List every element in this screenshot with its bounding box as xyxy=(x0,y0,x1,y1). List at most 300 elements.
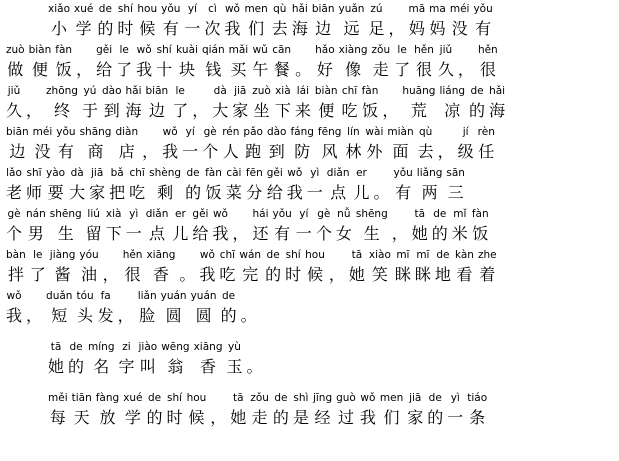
character-unit xyxy=(204,2,220,41)
pinyin-annotation: fēng xyxy=(317,126,342,138)
chinese-character: 餐 xyxy=(273,60,290,79)
pinyin-annotation: hou xyxy=(186,392,207,404)
chinese-character: 圆 xyxy=(165,306,182,325)
punctuation-unit xyxy=(373,166,389,205)
pinyin-annotation: tā xyxy=(351,249,363,261)
character-unit xyxy=(412,207,428,246)
pinyin-annotation: hěn xyxy=(477,44,498,56)
pinyin-annotation: hái xyxy=(252,208,269,220)
chinese-character: 次 xyxy=(204,19,221,38)
character-unit xyxy=(6,248,26,287)
pinyin-annotation: wēng xyxy=(161,341,190,353)
chinese-character: 便 xyxy=(318,101,335,120)
character-unit xyxy=(327,166,350,205)
character-unit xyxy=(162,125,178,164)
character-unit xyxy=(409,2,426,41)
pinyin-annotation: rén xyxy=(222,126,240,138)
chinese-character: 完 xyxy=(242,265,259,284)
pinyin-annotation: xué xyxy=(123,392,143,404)
chinese-character: 看 xyxy=(456,265,473,284)
character-unit xyxy=(30,248,46,287)
chinese-character: 她 xyxy=(230,408,247,427)
character-unit xyxy=(212,207,228,246)
chinese-character: 给 xyxy=(192,224,209,243)
pinyin-annotation: tā xyxy=(233,392,244,404)
character-unit xyxy=(362,84,379,123)
character-unit xyxy=(89,166,105,205)
pinyin-annotation: chī xyxy=(129,167,145,179)
chinese-character: ， xyxy=(388,19,405,38)
chinese-character: 边 xyxy=(148,101,165,120)
chinese-character: 吃 xyxy=(219,265,236,284)
pinyin-annotation: qù xyxy=(418,126,433,138)
character-unit xyxy=(202,43,225,82)
character-unit xyxy=(467,391,487,430)
character-unit xyxy=(230,391,246,430)
character-unit xyxy=(356,207,388,246)
pinyin-annotation: rèn xyxy=(477,126,495,138)
character-unit xyxy=(126,207,142,246)
character-unit xyxy=(232,84,248,123)
pinyin-annotation: gè xyxy=(7,208,21,220)
pinyin-annotation: diàn xyxy=(115,126,139,138)
chinese-character: 家 xyxy=(407,408,424,427)
character-unit xyxy=(472,207,489,246)
pinyin-annotation: mā xyxy=(408,3,426,15)
character-unit xyxy=(48,391,68,430)
text-line xyxy=(0,123,619,164)
chinese-character: 的 xyxy=(146,408,163,427)
chinese-character: 午 xyxy=(252,60,269,79)
pinyin-annotation: dà xyxy=(70,167,84,179)
chinese-character: 。 xyxy=(240,306,257,325)
chinese-character: 的 xyxy=(265,265,282,284)
character-unit xyxy=(146,207,169,246)
character-unit xyxy=(305,248,325,287)
character-unit xyxy=(450,2,470,41)
chinese-character: 大 xyxy=(69,183,86,202)
chinese-character: 很 xyxy=(124,265,141,284)
paragraph xyxy=(0,338,619,379)
character-unit xyxy=(295,84,311,123)
pinyin-annotation: shí xyxy=(117,3,133,15)
chinese-character: 便 xyxy=(31,60,48,79)
chinese-character: 来 xyxy=(294,101,311,120)
character-unit xyxy=(318,125,341,164)
pinyin-annotation: cài xyxy=(226,167,242,179)
pinyin-annotation: wǒ xyxy=(6,290,22,302)
chinese-character: 还 xyxy=(252,224,269,243)
chinese-character: 有 xyxy=(475,19,492,38)
chinese-character: 妈 xyxy=(408,19,425,38)
pinyin-annotation: lǎo xyxy=(6,167,22,179)
character-unit xyxy=(469,84,485,123)
character-unit xyxy=(339,43,368,82)
pinyin-annotation: yuán xyxy=(190,290,217,302)
character-unit xyxy=(48,2,70,41)
pinyin-annotation: yǒu xyxy=(272,208,292,220)
pinyin-annotation: yí xyxy=(299,208,309,220)
chinese-character: 店 xyxy=(118,142,135,161)
chinese-character: 下 xyxy=(105,224,122,243)
character-unit xyxy=(139,340,158,379)
text-line xyxy=(0,41,619,82)
punctuation-unit xyxy=(76,43,92,82)
chinese-character: 饭 xyxy=(472,224,489,243)
chinese-character: 候 xyxy=(139,19,156,38)
character-unit xyxy=(50,207,82,246)
character-unit xyxy=(336,207,352,246)
chinese-character: 了 xyxy=(29,265,46,284)
chinese-character: 家 xyxy=(232,101,249,120)
chinese-character: 于 xyxy=(81,101,98,120)
pinyin-annotation: de xyxy=(222,290,236,302)
pinyin-annotation: wǒ xyxy=(136,44,152,56)
character-unit xyxy=(109,166,125,205)
character-unit xyxy=(6,166,22,205)
chinese-character: 放 xyxy=(99,408,116,427)
pinyin-annotation: shī xyxy=(26,167,42,179)
character-unit xyxy=(458,125,474,164)
character-unit xyxy=(395,248,411,287)
character-unit xyxy=(146,248,175,287)
character-unit xyxy=(273,207,292,246)
punctuation-unit xyxy=(458,43,474,82)
pinyin-annotation: wǒ xyxy=(212,208,228,220)
character-unit xyxy=(439,84,465,123)
character-unit xyxy=(205,166,222,205)
chinese-character: 防 xyxy=(294,142,311,161)
pinyin-annotation: hǎi xyxy=(125,85,142,97)
pinyin-annotation: gè xyxy=(203,126,217,138)
pinyin-annotation: wǒ xyxy=(224,3,240,15)
pinyin-annotation: jiā xyxy=(234,85,247,97)
punctuation-unit xyxy=(26,84,42,123)
chinese-character: 油 xyxy=(81,265,98,284)
chinese-character: 。 xyxy=(246,357,263,376)
character-unit xyxy=(312,2,335,41)
pinyin-annotation: xiāng xyxy=(193,341,223,353)
chinese-character: 钱 xyxy=(205,60,222,79)
chinese-character: 发 xyxy=(97,306,114,325)
pinyin-annotation: men xyxy=(244,3,268,15)
chinese-character: 留 xyxy=(85,224,102,243)
character-unit xyxy=(26,207,46,246)
chinese-character: 我 xyxy=(224,19,241,38)
punctuation-unit xyxy=(438,125,454,164)
chinese-character: 足 xyxy=(368,19,385,38)
pinyin-annotation: de xyxy=(274,392,288,404)
pinyin-annotation: zhōng xyxy=(46,85,78,97)
character-unit xyxy=(293,391,309,430)
chinese-character: 面 xyxy=(392,142,409,161)
chinese-character: 时 xyxy=(166,408,183,427)
character-unit xyxy=(46,84,78,123)
character-unit xyxy=(229,43,249,82)
character-unit xyxy=(394,166,413,205)
pinyin-annotation: er xyxy=(175,208,186,220)
pinyin-annotation: zuò xyxy=(6,44,25,56)
pinyin-annotation: xiāng xyxy=(146,249,176,261)
pinyin-annotation: měi xyxy=(48,392,68,404)
chinese-character: 师 xyxy=(26,183,43,202)
character-unit xyxy=(6,289,22,328)
character-unit xyxy=(136,43,152,82)
chinese-character: 了 xyxy=(394,60,411,79)
chinese-character: 没 xyxy=(451,19,468,38)
character-unit xyxy=(272,2,288,41)
character-unit xyxy=(339,2,365,41)
chinese-character: 跑 xyxy=(245,142,262,161)
character-unit xyxy=(147,391,163,430)
text-line xyxy=(0,389,619,430)
chinese-character: 菜 xyxy=(225,183,242,202)
pinyin-annotation: hěn xyxy=(122,249,143,261)
character-unit xyxy=(380,391,403,430)
chinese-character: 了 xyxy=(172,101,189,120)
chinese-character: 两 xyxy=(421,183,438,202)
pinyin-annotation: le xyxy=(175,85,185,97)
punctuation-unit xyxy=(192,84,208,123)
pinyin-annotation: yào xyxy=(46,167,66,179)
character-unit xyxy=(372,43,391,82)
pinyin-annotation: miàn xyxy=(387,126,414,138)
chinese-character: 叫 xyxy=(139,357,156,376)
pinyin-annotation: de xyxy=(470,85,484,97)
character-unit xyxy=(68,340,84,379)
chinese-character: 任 xyxy=(478,142,495,161)
character-unit xyxy=(473,2,492,41)
chinese-character: 边 xyxy=(315,19,332,38)
chinese-character: 饭 xyxy=(205,183,222,202)
chinese-character: ， xyxy=(76,60,93,79)
chinese-character: 给 xyxy=(266,183,283,202)
character-unit xyxy=(313,391,332,430)
character-unit xyxy=(202,125,218,164)
chinese-character: 风 xyxy=(321,142,338,161)
chinese-character: 生 xyxy=(363,224,380,243)
pinyin-annotation: qián xyxy=(201,44,225,56)
chinese-character: 有 xyxy=(274,224,291,243)
pinyin-annotation: wǒ xyxy=(287,167,303,179)
chinese-character: 候 xyxy=(188,408,205,427)
pinyin-annotation: shèng xyxy=(149,167,182,179)
chinese-character: 边 xyxy=(9,142,26,161)
chinese-character: 天 xyxy=(73,408,90,427)
character-unit xyxy=(194,340,223,379)
character-unit xyxy=(76,289,93,328)
character-unit xyxy=(252,84,271,123)
pinyin-annotation: kuài xyxy=(176,44,198,56)
chinese-character: ， xyxy=(437,142,454,161)
chinese-character: 一 xyxy=(182,142,199,161)
character-unit xyxy=(137,2,157,41)
character-unit xyxy=(489,84,505,123)
character-unit xyxy=(161,289,187,328)
pinyin-annotation: yǒu xyxy=(473,3,493,15)
chinese-character: 海 xyxy=(125,101,142,120)
chinese-character: 我 xyxy=(136,60,153,79)
chinese-character: 笑 xyxy=(371,265,388,284)
pinyin-annotation: jiǔ xyxy=(439,44,453,56)
chinese-character: ， xyxy=(192,101,209,120)
chinese-character: 要 xyxy=(47,183,64,202)
pinyin-annotation: zi xyxy=(122,341,131,353)
character-unit xyxy=(345,125,361,164)
character-unit xyxy=(226,166,242,205)
pinyin-annotation: hěn xyxy=(414,44,434,56)
chinese-character: 时 xyxy=(117,19,134,38)
pinyin-annotation: biān xyxy=(145,85,169,97)
chinese-character: 字 xyxy=(118,357,135,376)
chinese-character: 的 xyxy=(431,224,448,243)
character-unit xyxy=(172,84,188,123)
punctuation-unit xyxy=(232,207,248,246)
chinese-character: 她 xyxy=(348,265,365,284)
text-line xyxy=(0,0,619,41)
chinese-character: 每 xyxy=(49,408,66,427)
chinese-character: 下 xyxy=(274,101,291,120)
pinyin-annotation: er xyxy=(356,167,367,179)
chinese-character: 个 xyxy=(6,224,23,243)
pinyin-annotation: yì xyxy=(450,392,460,404)
chinese-character: 没 xyxy=(34,142,51,161)
pinyin-annotation: zǒu xyxy=(371,44,391,56)
pinyin-annotation: mǎi xyxy=(228,44,249,56)
pinyin-annotation: cān xyxy=(272,44,292,56)
chinese-character: 商 xyxy=(87,142,104,161)
character-unit xyxy=(161,2,180,41)
character-unit xyxy=(46,166,65,205)
chinese-character: 的 xyxy=(97,19,114,38)
character-unit xyxy=(106,207,122,246)
character-unit xyxy=(6,84,22,123)
pinyin-annotation: hǎi xyxy=(489,85,506,97)
pinyin-annotation: sān xyxy=(446,167,465,179)
pinyin-annotation: de xyxy=(428,392,442,404)
character-unit xyxy=(86,207,102,246)
character-unit xyxy=(199,248,215,287)
pinyin-annotation: fa xyxy=(100,290,111,302)
pinyin-annotation: mī xyxy=(396,249,410,261)
chinese-character: 一 xyxy=(447,408,464,427)
pinyin-annotation: huāng xyxy=(402,85,436,97)
chinese-character: 像 xyxy=(345,60,362,79)
character-unit xyxy=(252,43,268,82)
chinese-character: 人 xyxy=(222,142,239,161)
character-unit xyxy=(429,2,446,41)
chinese-character: ， xyxy=(102,265,119,284)
pinyin-annotation: yǒu xyxy=(56,126,76,138)
character-unit xyxy=(123,391,142,430)
pinyin-annotation: pǎo xyxy=(243,126,263,138)
character-unit xyxy=(417,166,443,205)
character-unit xyxy=(129,166,145,205)
chinese-character: 一 xyxy=(184,19,201,38)
character-unit xyxy=(50,248,76,287)
chinese-character: 玉 xyxy=(226,357,243,376)
pinyin-annotation: shí xyxy=(285,249,301,261)
character-unit xyxy=(96,391,119,430)
chinese-character: 吃 xyxy=(129,183,146,202)
character-unit xyxy=(402,84,435,123)
chinese-character: 很 xyxy=(416,60,433,79)
pinyin-annotation: fàn xyxy=(361,85,379,97)
pinyin-annotation: hǎo xyxy=(315,44,335,56)
character-unit xyxy=(6,207,22,246)
pinyin-annotation: zuò xyxy=(252,85,271,97)
character-unit xyxy=(244,2,267,41)
character-unit xyxy=(285,248,301,287)
pinyin-annotation: yí xyxy=(187,3,197,15)
character-unit xyxy=(418,125,434,164)
character-unit xyxy=(315,84,338,123)
pinyin-annotation: wǔ xyxy=(252,44,268,56)
character-unit xyxy=(182,125,198,164)
pinyin-annotation: hǎi xyxy=(291,3,308,15)
pinyin-annotation: liáng xyxy=(439,85,466,97)
chinese-character: 大 xyxy=(212,101,229,120)
chinese-character: 走 xyxy=(372,60,389,79)
pinyin-annotation: ma xyxy=(429,3,446,15)
pinyin-annotation: jiàng xyxy=(49,249,76,261)
chinese-character: 地 xyxy=(434,265,451,284)
character-unit xyxy=(146,84,169,123)
pinyin-annotation: yú xyxy=(83,85,97,97)
pinyin-annotation: méi xyxy=(32,126,53,138)
chinese-character: 分 xyxy=(246,183,263,202)
character-unit xyxy=(316,207,332,246)
chinese-character: 翁 xyxy=(167,357,184,376)
character-unit xyxy=(191,289,217,328)
paragraph xyxy=(0,389,619,430)
pinyin-annotation: fēn xyxy=(245,167,263,179)
pinyin-annotation: fàn xyxy=(205,167,222,179)
chinese-character: 一 xyxy=(125,224,142,243)
chinese-character: 有 xyxy=(57,142,74,161)
pinyin-annotation: bàn xyxy=(6,249,26,261)
pinyin-annotation: de xyxy=(69,341,83,353)
pinyin-annotation: shāng xyxy=(79,126,112,138)
character-unit xyxy=(455,248,474,287)
pinyin-annotation: xiào xyxy=(368,249,391,261)
chinese-character: ， xyxy=(210,408,227,427)
pinyin-annotation: yù xyxy=(228,341,241,353)
pinyin-annotation: de xyxy=(433,208,447,220)
pinyin-annotation: zú xyxy=(370,3,383,15)
chinese-character: 她 xyxy=(411,224,428,243)
pinyin-annotation: dào xyxy=(101,85,122,97)
character-unit xyxy=(287,166,303,205)
character-unit xyxy=(79,248,98,287)
pinyin-annotation: de xyxy=(98,3,112,15)
character-unit xyxy=(267,125,287,164)
pinyin-annotation: gěi xyxy=(96,44,113,56)
text-line xyxy=(0,164,619,205)
character-unit xyxy=(342,84,358,123)
text-line xyxy=(0,82,619,123)
chinese-character: 三 xyxy=(447,183,464,202)
character-unit xyxy=(447,391,463,430)
character-unit xyxy=(438,43,454,82)
punctuation-unit xyxy=(210,391,226,430)
character-unit xyxy=(6,43,25,82)
chinese-character: 圆 xyxy=(195,306,212,325)
pinyin-annotation: shí xyxy=(156,44,172,56)
chinese-character: 十 xyxy=(156,60,173,79)
character-unit xyxy=(48,340,64,379)
chinese-character: ， xyxy=(457,60,474,79)
